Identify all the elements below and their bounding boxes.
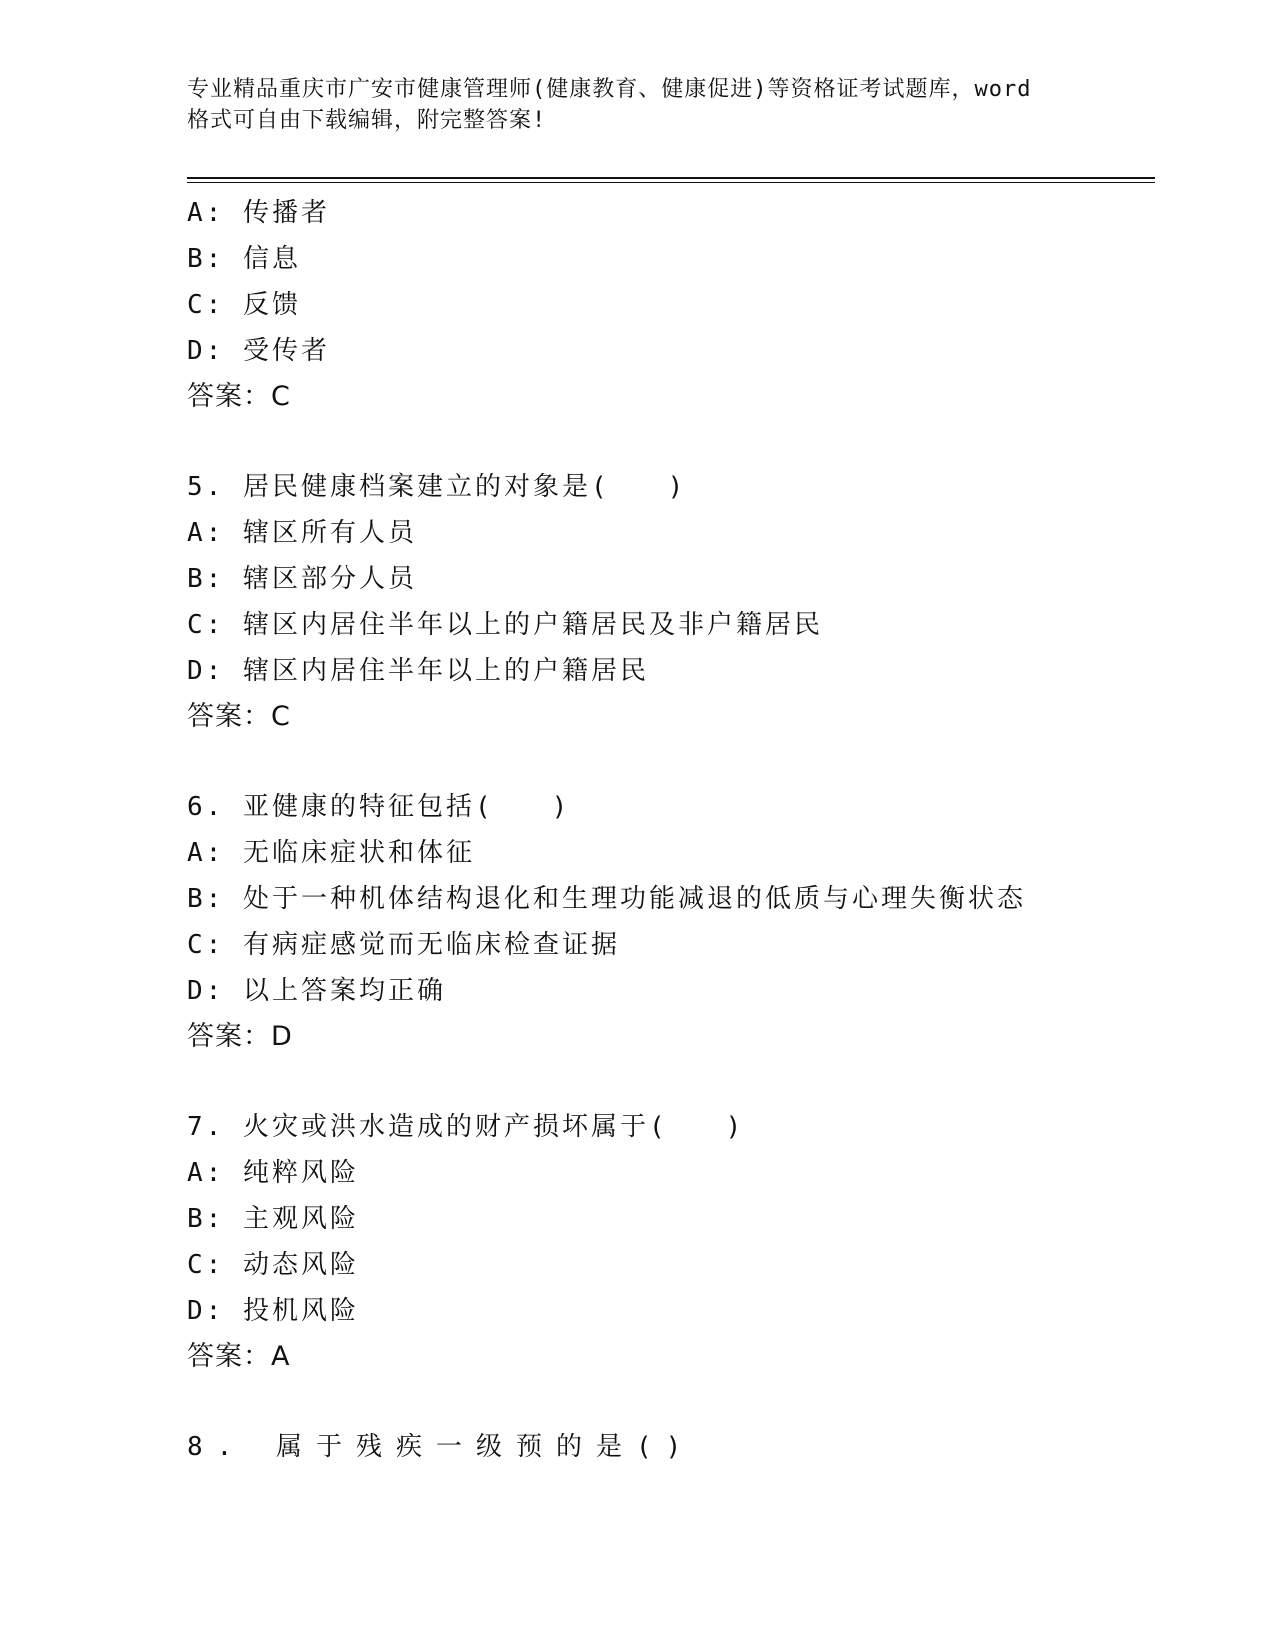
option-c: C: 反馈 <box>187 290 301 320</box>
question-7 <box>187 1104 1155 1380</box>
option-d: D: 受传者 <box>187 336 330 366</box>
spacer <box>187 420 1155 464</box>
question-stem: 5. 居民健康档案建立的对象是( ) <box>187 472 687 502</box>
option-c: C: 动态风险 <box>187 1250 359 1280</box>
option-a: A: 辖区所有人员 <box>187 518 417 548</box>
option-c: C: 有病症感觉而无临床检查证据 <box>187 930 620 960</box>
spacer <box>187 1060 1155 1104</box>
option-b: B: 信息 <box>187 244 301 274</box>
answer-line: 答案：C <box>187 381 291 412</box>
spacer <box>187 1380 1155 1424</box>
answer-line: 答案：A <box>187 1341 291 1372</box>
question-6 <box>187 784 1155 1060</box>
header-divider-thin <box>187 182 1155 183</box>
header-divider-thick <box>187 177 1155 179</box>
answer-line: 答案：C <box>187 701 291 732</box>
option-d: D: 辖区内居住半年以上的户籍居民 <box>187 656 649 686</box>
option-c: C: 辖区内居住半年以上的户籍居民及非户籍居民 <box>187 610 823 640</box>
question-list <box>187 190 1155 1470</box>
option-a: A: 传播者 <box>187 198 330 228</box>
question-stem: 8. 属于残疾一级预的是() <box>187 1432 696 1462</box>
document-header <box>187 74 1087 136</box>
option-a: A: 纯粹风险 <box>187 1158 359 1188</box>
spacer <box>187 740 1155 784</box>
header-line-2: 格式可自由下载编辑，附完整答案! <box>187 108 547 133</box>
question-4 <box>187 190 1155 420</box>
question-stem: 7. 火灾或洪水造成的财产损坏属于( ) <box>187 1112 745 1142</box>
question-5 <box>187 464 1155 740</box>
option-b: B: 主观风险 <box>187 1204 359 1234</box>
option-b: B: 辖区部分人员 <box>187 564 417 594</box>
option-b: B: 处于一种机体结构退化和生理功能减退的低质与心理失衡状态 <box>187 884 1026 914</box>
question-8 <box>187 1424 1155 1470</box>
option-d: D: 投机风险 <box>187 1296 359 1326</box>
question-stem: 6. 亚健康的特征包括( ) <box>187 792 571 822</box>
option-d: D: 以上答案均正确 <box>187 976 446 1006</box>
option-a: A: 无临床症状和体征 <box>187 838 475 868</box>
answer-line: 答案：D <box>187 1021 293 1052</box>
header-line-1: 专业精品重庆市广安市健康管理师(健康教育、健康促进)等资格证考试题库，word <box>187 77 1032 102</box>
